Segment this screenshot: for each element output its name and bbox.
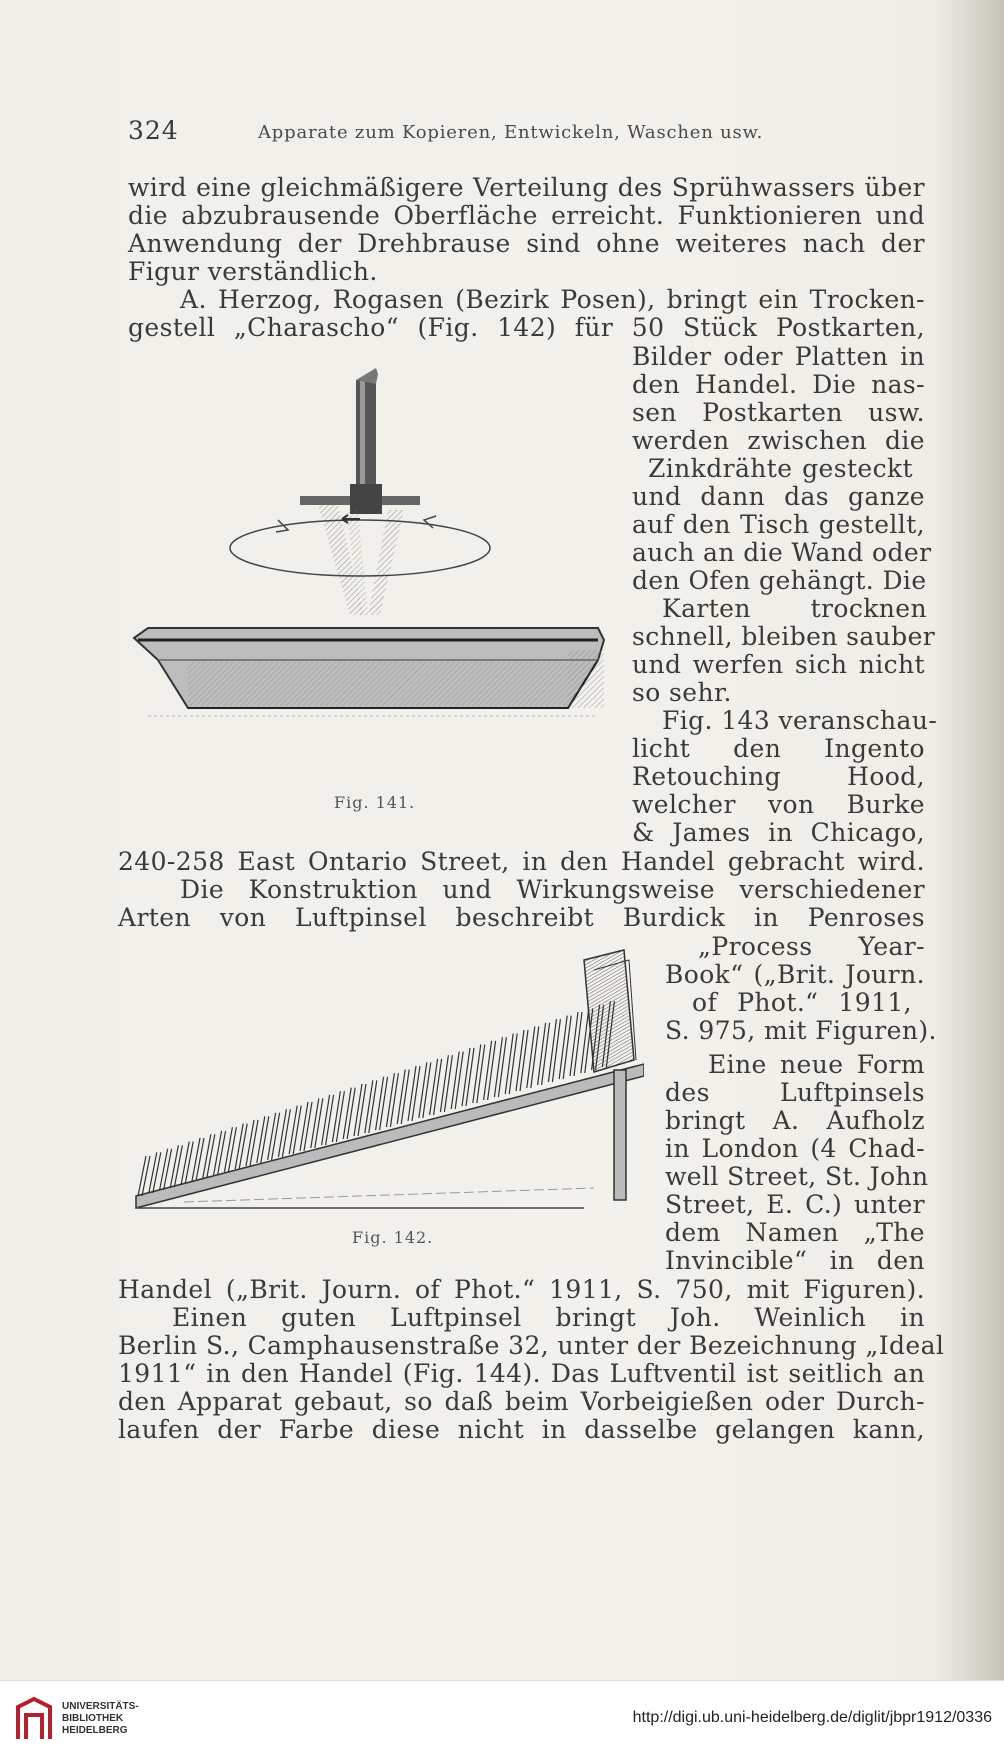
figure-141-caption: Fig. 141. (334, 793, 416, 812)
text-line: A. Herzog, Rogasen (Bezirk Posen), bringt ein Trocken- (180, 285, 925, 314)
text-line: und werfen sich nicht (632, 650, 925, 679)
page-number: 324 (128, 116, 179, 145)
library-logo-icon (12, 1695, 56, 1743)
library-name: UNIVERSITÄTS- BIBLIOTHEK HEIDELBERG (62, 1701, 139, 1736)
text-line: Zinkdrähte gesteckt (648, 454, 913, 483)
text-line: sen Postkarten usw. (632, 398, 925, 427)
page-header (128, 116, 928, 150)
text-line: den Apparat gebaut, so daß beim Vorbeigießen oder Durch- (118, 1387, 925, 1416)
text-line: Eine neue Form (708, 1050, 925, 1079)
text-line: 240-258 East Ontario Street, in den Handel gebracht wird. (118, 847, 925, 876)
running-title: Apparate zum Kopieren, Entwickeln, Waschen usw. (258, 122, 764, 143)
text-line: bringt A. Aufholz (665, 1106, 925, 1135)
text-line: Figur verständlich. (128, 257, 378, 286)
text-line: Anwendung der Drehbrause sind ohne weiteres nach der (128, 229, 925, 258)
text-line: den Ofen gehängt. Die (632, 566, 927, 595)
text-line: auf den Tisch gestellt, (632, 510, 925, 539)
text-line: laufen der Farbe diese nicht in dasselbe gelangen kann, (118, 1415, 925, 1444)
text-line: schnell, bleiben sauber (632, 622, 936, 651)
text-line: gestell „Charascho“ (Fig. 142) für 50 Stück Postkarten, (128, 313, 925, 342)
text-line: S. 975, mit Figuren). (665, 1016, 937, 1045)
figure-142-caption: Fig. 142. (352, 1228, 434, 1247)
text-line: den Handel. Die nas- (632, 370, 925, 399)
text-line: Die Konstruktion und Wirkungsweise verschiedener (180, 875, 925, 904)
text-line: 1911“ in den Handel (Fig. 144). Das Luftventil ist seitlich an (118, 1359, 925, 1388)
text-line: die abzubrausende Oberfläche erreicht. Funktionieren und (128, 201, 925, 230)
text-line: well Street, St. John (665, 1162, 929, 1191)
text-line: Book“ („Brit. Journ. (665, 960, 925, 989)
source-url-link[interactable]: http://digi.ub.uni-heidelberg.de/diglit/jbpr1912/0336 (632, 1709, 992, 1726)
text-line: welcher von Burke (632, 790, 925, 819)
text-line: Handel („Brit. Journ. of Phot.“ 1911, S. 750, mit Figuren). (118, 1275, 925, 1304)
text-line: dem Namen „The (665, 1218, 925, 1247)
text-line: wird eine gleichmäßigere Verteilung des Sprühwassers über (128, 173, 925, 202)
text-line: „Process Year- (698, 932, 925, 961)
text-line: & James in Chicago, (632, 818, 925, 847)
text-line: in London (4 Chad- (665, 1134, 925, 1163)
figure-142-drying-rack (124, 940, 644, 1220)
text-line: so sehr. (632, 678, 732, 707)
text-line: des Luftpinsels (665, 1078, 925, 1107)
library-footer (0, 1680, 1004, 1755)
text-line: Invincible“ in den (665, 1246, 925, 1275)
text-line: Karten trocknen (662, 594, 927, 623)
text-line: Einen guten Luftpinsel bringt Joh. Weinlich in (172, 1303, 925, 1332)
text-line: Retouching Hood, (632, 762, 925, 791)
text-line: werden zwischen die (632, 426, 925, 455)
text-line: und dann das ganze (632, 482, 925, 511)
text-line: Street, E. C.) unter (665, 1190, 925, 1219)
figure-141-rotary-sprinkler-tray (128, 360, 608, 720)
text-line: Fig. 143 veranschau- (662, 706, 938, 735)
text-line: Berlin S., Camphausenstraße 32, unter der Bezeichnung „Ideal (118, 1331, 945, 1360)
text-line: Bilder oder Platten in (632, 342, 925, 371)
text-line: licht den Ingento (632, 734, 925, 763)
text-line: auch an die Wand oder (632, 538, 932, 567)
text-line: of Phot.“ 1911, (692, 988, 912, 1017)
text-line: Arten von Luftpinsel beschreibt Burdick in Penroses (118, 903, 925, 932)
